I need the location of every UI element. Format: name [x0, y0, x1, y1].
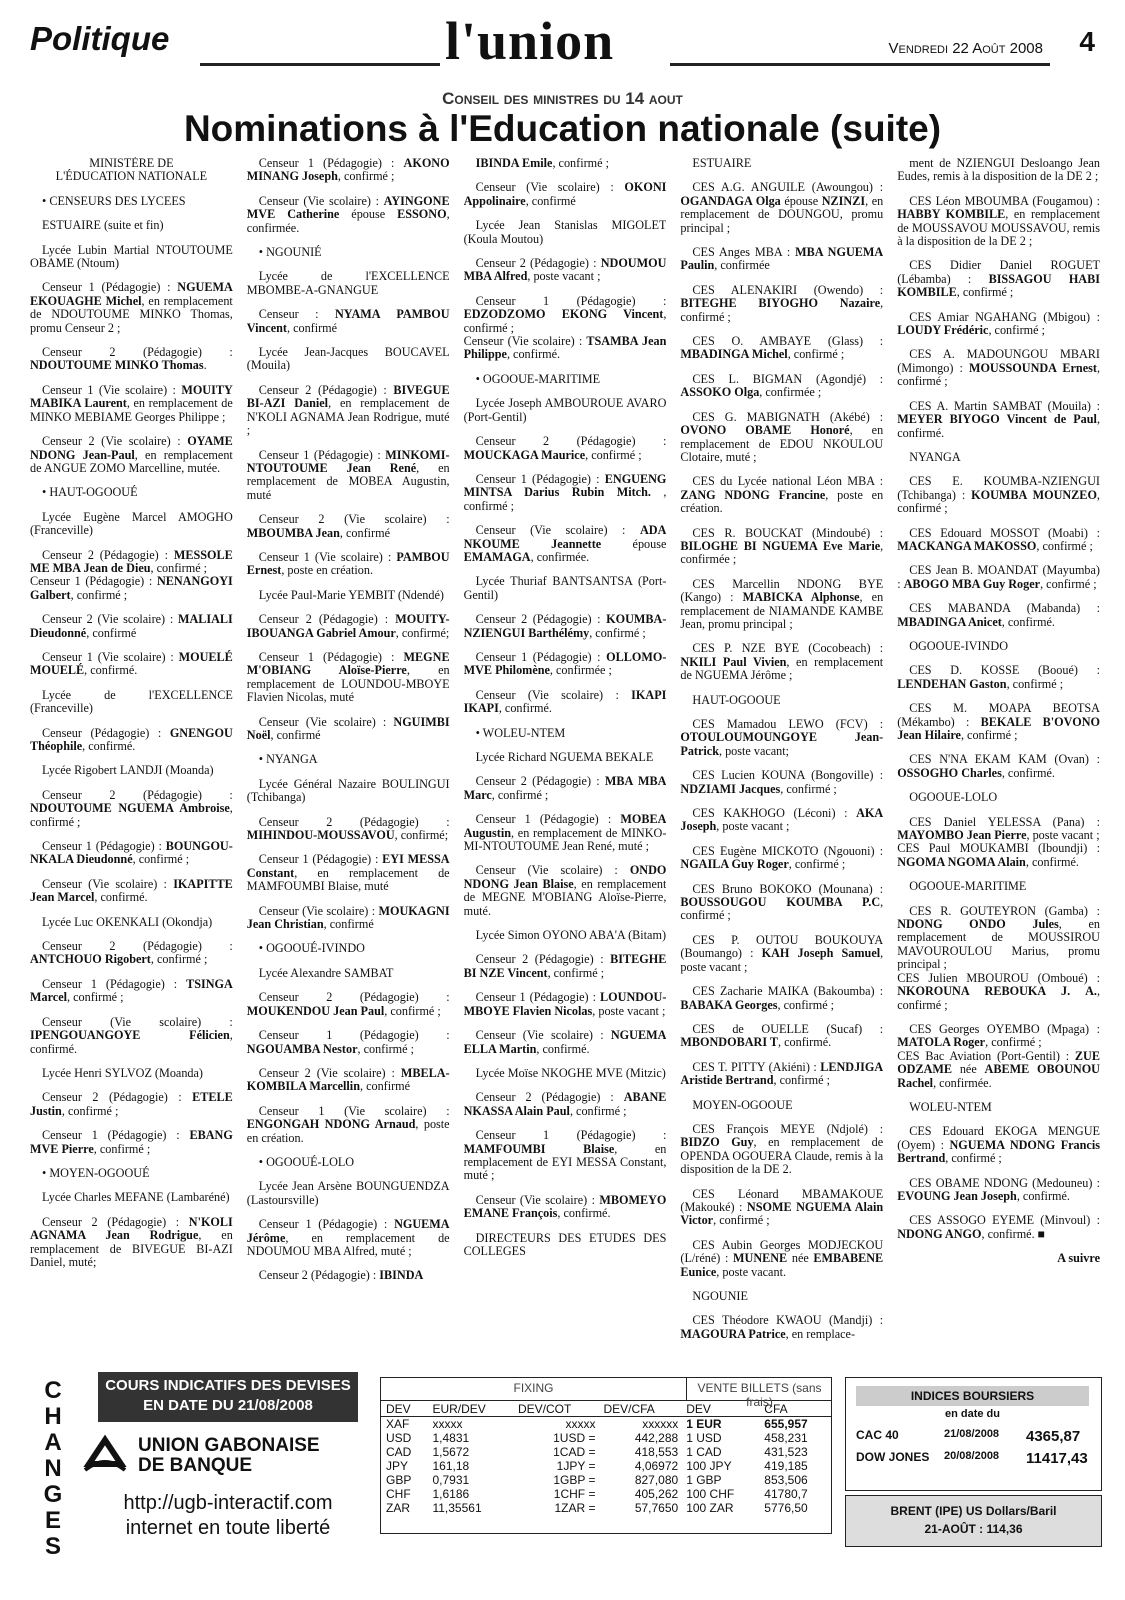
nomination-paragraph: Censeur 1 (Pédagogie) : BOUNGOU-NKALA Dieudonné, confirmé ;: [30, 839, 233, 867]
fx-cell: 1 EUR: [686, 1417, 722, 1431]
article-headline: Nominations à l'Education nationale (suite): [183, 108, 942, 149]
fx-table-box: [380, 1377, 832, 1534]
nomination-paragraph: Censeur 2 (Pédagogie) : BIVEGUE BI-AZI Daniel, en remplacement de N'KOLI AGNAMA Jean Rodrigue, muté ;: [246, 382, 450, 438]
fx-cell: 57,7650: [634, 1501, 679, 1515]
nomination-paragraph: Censeur (Vie scolaire) : ONDO NDONG Jean Blaise, en remplacement de MEGNE M'OBIANG Aloïse-Pierre, muté.: [463, 863, 667, 918]
fx-cell: CHF: [386, 1487, 411, 1501]
ugb-advert: [78, 1372, 378, 1577]
nomination-paragraph: Lycée Simon OYONO ABA'A (Bitam): [475, 928, 667, 943]
nomination-paragraph: Censeur 2 (Pédagogie) : NDOUTOUME NGUEMA Ambroise, confirmé ;: [30, 787, 233, 829]
nomination-paragraph: Lycée Joseph AMBOUROUE AVARO (Port-Gentil): [463, 396, 667, 424]
fx-cell: 1JPY =: [556, 1459, 596, 1473]
nomination-paragraph: Censeur 1 (Pédagogie) : OLLOMO-MVE Philomène, confirmée ;: [463, 649, 667, 678]
nomination-paragraph: OGOOUE-IVINDO: [909, 638, 1009, 653]
nomination-paragraph: NGOUNIE: [692, 1289, 748, 1303]
fx-column-header: DEV: [681, 1400, 759, 1417]
nomination-paragraph: Censeur 2 (Pédagogie) : MBA MBA Marc, confirmé ;: [463, 774, 667, 802]
article-kicker: Conseil des ministres du 14 aout: [442, 89, 683, 108]
nomination-paragraph: CES A. Martin SAMBAT (Mouila) : MEYER BIYOGO Vincent de Paul, confirmé.: [897, 398, 1100, 440]
nomination-paragraph: Censeur : NYAMA PAMBOU Vincent, confirmé: [246, 307, 450, 335]
nomination-paragraph: Censeur 1 (Pédagogie) : MINKOMI-NTOUTOUME Jean René, en remplacement de MOBEA Augustin, muté: [246, 447, 450, 502]
nomination-paragraph: CES D. KOSSE (Booué) : LENDEHAN Gaston, confirmé ;: [897, 663, 1100, 691]
nomination-paragraph: CES ALENAKIRI (Owendo) : BITEGHE BIYOGHO Nazaire, confirmé ;: [680, 282, 884, 324]
nomination-paragraph: Censeur 1 (Pédagogie) : LOUNDOU-MBOYE Flavien Nicolas, poste vacant ;: [463, 990, 667, 1018]
nomination-paragraph: CES Eugène MICKOTO (Ngouoni) : NGAILA Guy Roger, confirmé ;: [680, 843, 884, 872]
nomination-paragraph: CES A.G. ANGUILE (Awoungou) : OGANDAGA Olga épouse NZINZI, en remplacement de DOUNGOU, promu principal ;: [680, 180, 884, 235]
nomination-paragraph: Censeur 2 (Vie scolaire) : MALIALI Dieudonné, confirmé: [30, 612, 233, 640]
nomination-paragraph: Censeur 2 (Pédagogie) : MOUITY-IBOUANGA Gabriel Amour, confirmé;: [246, 612, 450, 640]
nomination-paragraph: Censeur 2 (Pédagogie) : NDOUTOUME MINKO Thomas.: [30, 345, 233, 373]
markets-footer: [30, 1372, 1100, 1587]
fx-cell: 4,06972: [634, 1459, 679, 1473]
nomination-paragraph: CES ASSOGO EYEME (Minvoul) : NDONG ANGO, confirmé. ■: [897, 1213, 1100, 1241]
vertical-letter: S: [44, 1533, 61, 1560]
nomination-paragraph: Censeur 1 (Pédagogie) : NGUEMA EKOUAGHE Michel, en remplacement de NDOUTOUME MINKO Thomas, promu Censeur 2 ;: [30, 280, 233, 335]
nomination-paragraph: CES Aubin Georges MODJECKOU (L/réné) : MUNENE née EMBABENE Eunice, poste vacant.: [680, 1237, 884, 1279]
nomination-paragraph: CES François MEYE (Ndjolé) : BIDZO Guy, en remplacement de OPENDA OGOUERA Claude, remis à la disposition de la DE 2.: [680, 1121, 884, 1177]
nomination-paragraph: DIRECTEURS DES ETUDES DES COLLEGES: [463, 1230, 667, 1258]
nomination-paragraph: CES Lucien KOUNA (Bongoville) : NDZIAMI Jacques, confirmé ;: [680, 768, 884, 796]
index-name: CAC 40: [856, 1428, 899, 1442]
nomination-paragraph: Censeur 2 (Vie scolaire) : MBELA-KOMBILA Marcellin, confirmé: [246, 1065, 450, 1094]
nomination-paragraph: CES Zacharie MAIKA (Bakoumba) : BABAKA Georges, confirmé ;: [680, 984, 884, 1012]
nomination-paragraph: Censeur 1 (Pédagogie) : EBANG MVE Pierre, confirmé ;: [30, 1128, 233, 1156]
fx-column-headers: [381, 1400, 831, 1417]
nomination-paragraph: CES M. MOAPA BEOTSA (Mékambo) : BEKALE B'OVONO Jean Hilaire, confirmé ;: [897, 701, 1100, 742]
fx-cell: 1CAD =: [553, 1445, 596, 1459]
nomination-paragraph: Censeur (Vie scolaire) : MBOMEYO EMANE François, confirmé.: [463, 1192, 667, 1221]
nomination-paragraph: IBINDA Emile, confirmé ;: [475, 157, 609, 170]
nomination-paragraph: Lycée Richard NGUEMA BEKALE: [475, 750, 654, 764]
nomination-paragraph: ment de NZIENGUI Desloango Jean Eudes, remis à la disposition de la DE 2 ;: [897, 157, 1100, 184]
nomination-paragraph: Censeur (Vie scolaire) : OKONI Appolinaire, confirmé: [463, 180, 667, 208]
fx-table: [381, 1400, 831, 1515]
fx-column-header: EUR/DEV: [427, 1400, 513, 1417]
nomination-paragraph: Lycée Général Nazaire BOULINGUI (Tchibanga): [246, 776, 450, 805]
fx-cell: 1GBP =: [553, 1473, 596, 1487]
nomination-paragraph: Censeur 1 (Vie scolaire) : MOUITY MABIKA Laurent, en remplacement de MINKO MEBIAME Georges Philippe ;: [30, 382, 233, 424]
nomination-paragraph: CES Didier Daniel ROGUET (Lébamba) : BISSAGOU HABI KOMBILE, confirmé ;: [897, 258, 1100, 300]
fx-cell: 41780,7: [764, 1487, 808, 1501]
nomination-paragraph: Censeur 2 (Pédagogie) : MOUKENDOU Jean Paul, confirmé ;: [246, 990, 450, 1018]
vertical-letter: C: [44, 1377, 62, 1404]
nomination-paragraph: NYANGA: [909, 449, 961, 464]
nomination-paragraph: Lycée de l'EXCELLENCE (Franceville): [30, 687, 233, 716]
vertical-letter: N: [44, 1455, 62, 1482]
index-value: 11417,43: [1026, 1450, 1088, 1467]
fx-column-header: CFA: [759, 1400, 831, 1417]
ministry-title: MINISTÈRE DE L'ÉDUCATION NATIONALE: [55, 157, 208, 184]
nomination-paragraph: Censeur (Vie scolaire) : NGUEMA ELLA Martin, confirmé.: [463, 1028, 667, 1056]
nomination-paragraph: CES R. BOUCKAT (Mindoubé) : BILOGHE BI NGUEMA Eve Marie, confirmée ;: [680, 525, 884, 567]
fx-cell: 100 ZAR: [686, 1501, 734, 1515]
brent-box: [845, 1495, 1102, 1547]
nomination-paragraph: Censeur 2 (Pédagogie) : BITEGHE BI NZE Vincent, confirmé ;: [463, 952, 667, 980]
fx-row: [381, 1487, 831, 1501]
nomination-paragraph: CES Georges OYEMBO (Mpaga) : MATOLA Roger, confirmé ; CES Bac Aviation (Port-Gentil) : ZUE ODZAME née ABEME OBOUNOU Rachel, confirmée.: [897, 1021, 1100, 1090]
nomination-paragraph: Lycée Luc OKENKALI (Okondja): [42, 914, 213, 929]
nomination-paragraph: Lycée Jean Arsène BOUNGUENDZA (Lastoursville): [246, 1179, 450, 1207]
nomination-paragraph: Censeur 1 (Pédagogie) : TSINGA Marcel, confirmé ;: [30, 976, 233, 1005]
fx-column-header: DEV/CFA: [598, 1400, 681, 1417]
fx-cell: 0,7931: [432, 1473, 470, 1487]
nomination-paragraph: Censeur (Vie scolaire) : MOUKAGNI Jean Christian, confirmé: [246, 903, 450, 932]
nomination-paragraph: CES OBAME NDONG (Medouneu) : EVOUNG Jean Joseph, confirmé.: [897, 1175, 1100, 1203]
nomination-paragraph: CES P. NZE BYE (Cocobeach) : NKILI Paul Vivien, en remplacement de NGUEMA Jérôme ;: [680, 641, 884, 683]
nomination-paragraph: Censeur 1 (Pédagogie) : AKONO MINANG Joseph, confirmé ;: [246, 157, 450, 184]
nomination-paragraph: Censeur 1 (Pédagogie) : EDZODZOMO EKONG Vincent, confirmé ; Censeur (Vie scolaire) : TSAMBA Jean Philippe, confirmé.: [463, 293, 667, 362]
nomination-paragraph: Censeur 2 (Pédagogie) : NDOUMOU MBA Alfred, poste vacant ;: [463, 256, 667, 284]
fx-cell: 11,35561: [432, 1501, 482, 1515]
fx-column-header: DEV/COT: [513, 1400, 599, 1417]
nomination-paragraph: • NGOUNIÉ: [258, 245, 322, 260]
fx-row: [381, 1445, 831, 1459]
index-date: 20/08/2008: [944, 1450, 1000, 1462]
nomination-paragraph: CES Daniel YELESSA (Pana) : MAYOMBO Jean Pierre, poste vacant ; CES Paul MOUKAMBI (Iboundji) : NGOMA NGOMA Alain, confirmé.: [897, 814, 1100, 869]
nomination-paragraph: CES A. MADOUNGOU MBARI (Mimongo) : MOUSSOUNDA Ernest, confirmé ;: [897, 347, 1100, 389]
fx-cell: USD: [386, 1431, 412, 1445]
article-column-3: [464, 157, 667, 1362]
nomination-paragraph: Censeur (Vie scolaire) : NGUIMBI Noël, confirmé: [246, 714, 450, 742]
ugb-logo-icon: [83, 1434, 127, 1474]
nomination-paragraph: Lycée Jean-Jacques BOUCAVEL (Mouila): [246, 345, 450, 373]
nomination-paragraph: Censeur 1 (Pédagogie) : NGOUAMBA Nestor, confirmé ;: [246, 1028, 450, 1056]
index-value: 4365,87: [1026, 1428, 1081, 1445]
nomination-paragraph: Censeur 1 (Vie scolaire) : PAMBOU Ernest, poste en création.: [246, 549, 450, 578]
fx-cell: 1USD =: [553, 1431, 596, 1445]
bank-name: UNION GABONAISE DE BANQUE: [138, 1435, 320, 1476]
vertical-letter: A: [44, 1429, 62, 1456]
nomination-paragraph: CES O. AMBAYE (Glass) : MBADINGA Michel, confirmé ;: [680, 334, 884, 362]
nomination-paragraph: Censeur 2 (Pédagogie) : KOUMBA-NZIENGUI Barthélémy, confirmé ;: [463, 612, 667, 640]
article-column-1: [30, 157, 233, 1362]
fx-cell: 1,6186: [432, 1487, 470, 1501]
nomination-paragraph: Censeur (Vie scolaire) : IPENGOUANGOYE Félicien, confirmé.: [30, 1014, 233, 1056]
fx-cell: xxxxx: [432, 1417, 463, 1431]
nomination-paragraph: CES N'NA EKAM KAM (Ovan) : OSSOGHO Charles, confirmé.: [897, 752, 1100, 780]
nomination-paragraph: CES Mamadou LEWO (FCV) : OTOULOUMOUNGOYE Jean-Patrick, poste vacant;: [680, 717, 884, 758]
nomination-paragraph: • NYANGA: [258, 752, 318, 767]
fx-cell: 1 GBP: [686, 1473, 722, 1487]
nomination-paragraph: OGOOUE-MARITIME: [909, 879, 1027, 894]
fx-row: [381, 1473, 831, 1487]
fx-cell: 458,231: [764, 1431, 808, 1445]
fx-cell: 1,5672: [432, 1445, 470, 1459]
index-row: [856, 1428, 1089, 1448]
nomination-paragraph: Censeur 1 (Pédagogie) : MOBEA Augustin, en remplacement de MINKO-MI-NTOUTOUME Jean René, muté ;: [463, 812, 667, 854]
nomination-paragraph: Censeur 2 (Pédagogie) : MESSOLE ME MBA Jean de Dieu, confirmé ; Censeur 1 (Pédagogie) : NENANGOYI Galbert, confirmé ;: [30, 547, 233, 602]
vente-billets-label: VENTE BILLETS (sans frais): [686, 1378, 832, 1400]
nomination-paragraph: Censeur (Vie scolaire) : IKAPITTE Jean Marcel, confirmé.: [30, 876, 233, 905]
index-name: DOW JONES: [856, 1450, 930, 1464]
nomination-paragraph: CES R. GOUTEYRON (Gamba) : NDONG ONDO Jules, en remplacement de MOUSSIROU MAVOUROULOU Marius, promu principal ; CES Julien MBOUROU (Omboué) : NKOROUNA REBOUKA J. A., confirmé ;: [897, 903, 1100, 1012]
nomination-paragraph: Lycée Eugène Marcel AMOGHO (Franceville): [30, 509, 233, 538]
nomination-paragraph: CES P. OUTOU BOUKOUYA (Boumango) : KAH Joseph Samuel, poste vacant ;: [680, 932, 884, 974]
nomination-paragraph: CES G. MABIGNATH (Akébé) : OVONO OBAME Honoré, en remplacement de EDOU NKOULOU Clotaire, muté ;: [680, 409, 884, 464]
nomination-paragraph: CES Anges MBA : MBA NGUEMA Paulin, confirmée: [680, 245, 884, 273]
ugb-brand: [83, 1434, 373, 1474]
nomination-paragraph: Censeur 2 (Pédagogie) : ABANE NKASSA Alain Paul, confirmé ;: [463, 1090, 667, 1118]
nomination-paragraph: Lycée Rigobert LANDJI (Moanda): [42, 763, 214, 778]
nomination-paragraph: MOYEN-OGOOUE: [692, 1097, 793, 1112]
nomination-paragraph: Lycée Alexandre SAMBAT: [258, 965, 394, 980]
nomination-paragraph: Censeur (Vie scolaire) : AYINGONE MVE Catherine épouse ESSONO, confirmée.: [246, 193, 450, 235]
fx-cell: JPY: [386, 1459, 409, 1473]
fx-cell: 100 CHF: [686, 1487, 735, 1501]
continued-label: A suivre: [1057, 1251, 1100, 1266]
vertical-letter: E: [44, 1507, 61, 1534]
nomination-paragraph: • OGOOUE-MARITIME: [475, 371, 601, 386]
fx-cell: xxxxxx: [642, 1417, 679, 1431]
nomination-paragraph: Lycée Moïse NKOGHE MVE (Mitzic): [475, 1065, 666, 1080]
nomination-paragraph: • HAUT-OGOOUÉ: [42, 485, 138, 500]
brent-value: 21-AOÛT : 114,36: [924, 1522, 1023, 1536]
fx-row: [381, 1417, 831, 1432]
nomination-paragraph: Censeur 2 (Pédagogie) : IBINDA: [258, 1268, 424, 1283]
issue-date: Vendredi 22 Août 2008: [888, 40, 1043, 57]
fx-cell: 405,262: [634, 1487, 679, 1501]
fx-cell: XAF: [386, 1417, 410, 1431]
nomination-paragraph: CES Edouard MOSSOT (Moabi) : MACKANGA MAKOSSO, confirmé ;: [897, 525, 1100, 553]
nomination-paragraph: Censeur 1 (Pédagogie) : MAMFOUMBI Blaise, en remplacement de EYI MESSA Constant, muté ;: [463, 1128, 667, 1183]
bank-url-link[interactable]: http://ugb-interactif.com: [123, 1492, 333, 1514]
nomination-paragraph: • OGOOUÉ-LOLO: [258, 1154, 355, 1169]
nomination-paragraph: Censeur 1 (Pédagogie) : ENGUENG MINTSA Darius Rubin Mitch. , confirmé ;: [463, 471, 667, 513]
nomination-paragraph: Censeur 1 (Pédagogie) : NGUEMA Jérôme, en remplacement de NDOUMOU MBA Alfred, muté ;: [246, 1217, 450, 1258]
nomination-paragraph: ESTUAIRE (suite et fin): [42, 218, 164, 233]
fx-row: [381, 1431, 831, 1445]
nomination-paragraph: Censeur 2 (Pédagogie) : MOUCKAGA Maurice, confirmé ;: [463, 434, 667, 462]
indices-date-label: en date du: [944, 1408, 1000, 1420]
page-header: [30, 11, 1095, 76]
nomination-paragraph: Censeur 1 (Vie scolaire) : MOUELÉ MOUELÉ, confirmé.: [30, 649, 233, 678]
nomination-paragraph: Censeur (Vie scolaire) : ADA NKOUME Jeannette épouse EMAMAGA, confirmée.: [463, 523, 667, 564]
fx-cell: GBP: [386, 1473, 412, 1487]
fx-column-header: DEV: [381, 1400, 427, 1417]
nomination-paragraph: Lycée Jean Stanislas MIGOLET (Koula Moutou): [463, 218, 667, 246]
nomination-paragraph: ESTUAIRE: [692, 157, 752, 170]
devises-title: COURS INDICATIFS DES DEVISES EN DATE DU 21/08/2008: [98, 1372, 358, 1422]
nomination-paragraph: Censeur 1 (Pédagogie) : MEGNE M'OBIANG Aloïse-Pierre, en remplacement de LOUNDOU-MBOYE Flavien Nicolas, muté: [246, 649, 450, 705]
fx-cell: 5776,50: [764, 1501, 808, 1515]
nomination-paragraph: Lycée Charles MEFANE (Lambaréné): [42, 1190, 230, 1205]
nomination-paragraph: Censeur (Pédagogie) : GNENGOU Théophile, confirmé.: [30, 725, 233, 753]
nomination-paragraph: Lycée Paul-Marie YEMBIT (Ndendé): [258, 587, 444, 602]
nomination-paragraph: CES Amiar NGAHANG (Mbigou) : LOUDY Frédéric, confirmé ;: [897, 309, 1100, 338]
nomination-paragraph: Censeur 2 (Pédagogie) : MIHINDOU-MOUSSAVOU, confirmé;: [246, 814, 450, 843]
fx-cell: 655,957: [764, 1417, 808, 1431]
nomination-paragraph: CES Edouard EKOGA MENGUE (Oyem) : NGUEMA NDONG Francis Bertrand, confirmé ;: [897, 1124, 1100, 1166]
fx-cell: ZAR: [386, 1501, 410, 1515]
changes-vertical-label: [38, 1378, 68, 1560]
nomination-paragraph: OGOOUE-LOLO: [909, 790, 998, 805]
nomination-paragraph: CES E. KOUMBA-NZIENGUI (Tchibanga) : KOUMBA MOUNZEO, confirmé ;: [897, 474, 1100, 516]
nomination-paragraph: Lycée Lubin Martial NTOUTOUME OBAME (Ntoum): [30, 242, 233, 271]
section-rubric: Politique: [30, 20, 170, 57]
article-body: [30, 157, 1100, 1362]
vertical-letter: G: [43, 1481, 63, 1508]
index-row: [856, 1450, 1089, 1470]
fx-cell: xxxxx: [565, 1417, 596, 1431]
nomination-paragraph: WOLEU-NTEM: [909, 1099, 992, 1114]
fx-cell: CAD: [386, 1445, 412, 1459]
nomination-paragraph: Censeur 2 (Vie scolaire) : OYAME NDONG Jean-Paul, en remplacement de ANGUE ZOMO Marcelline, mutée.: [30, 434, 233, 475]
nomination-paragraph: • MOYEN-OGOOUÉ: [42, 1165, 150, 1180]
fixing-label: FIXING: [513, 1381, 554, 1395]
nomination-paragraph: HAUT-OGOOUE: [692, 692, 781, 707]
nomination-paragraph: Lycée de l'EXCELLENCE MBOMBE-A-GNANGUE: [246, 269, 450, 297]
page-number: 4: [1079, 26, 1095, 57]
nomination-paragraph: CES Léonard MBAMAKOUE (Makouké) : NSOME NGUEMA Alain Victor, confirmé ;: [680, 1186, 884, 1228]
fx-cell: 161,18: [432, 1459, 470, 1473]
fx-cell: 827,080: [634, 1473, 679, 1487]
nomination-paragraph: CES Léon MBOUMBA (Fougamou) : HABBY KOMBILE, en remplacement de MOUSSAVOU MOUSSAVOU, remis à la disposition de la DE 2 ;: [897, 193, 1100, 249]
nomination-paragraph: CES L. BIGMAN (Agondjé) : ASSOKO Olga, confirmée ;: [680, 371, 884, 400]
nomination-paragraph: Censeur 1 (Vie scolaire) : ENGONGAH NDONG Arnaud, poste en création.: [246, 1103, 450, 1145]
fx-row: [381, 1459, 831, 1473]
nomination-paragraph: CES de OUELLE (Sucaf) : MBONDOBARI T, confirmé.: [680, 1021, 884, 1050]
indices-boursiers-box: [845, 1377, 1102, 1491]
article-column-5: [897, 157, 1100, 1362]
fx-cell: 442,288: [634, 1431, 679, 1445]
masthead-logo: l'union: [445, 11, 615, 71]
nomination-paragraph: Censeur (Vie scolaire) : IKAPI IKAPI, confirmé.: [463, 687, 667, 716]
nomination-paragraph: CES Théodore KWAOU (Mandji) : MAGOURA Patrice, en remplace-: [680, 1313, 884, 1341]
fx-cell: 100 JPY: [686, 1459, 732, 1473]
fx-cell: 1 CAD: [686, 1445, 722, 1459]
nomination-paragraph: CES du Lycée national Léon MBA : ZANG NDONG Francine, poste en création.: [680, 474, 884, 516]
rule-left: [200, 63, 440, 66]
nomination-paragraph: Censeur 1 (Pédagogie) : EYI MESSA Constant, en remplacement de MAMFOUMBI Blaise, muté: [246, 852, 450, 894]
nomination-paragraph: • WOLEU-NTEM: [475, 725, 566, 740]
fx-cell: 1CHF =: [553, 1487, 596, 1501]
fx-cell: 1,4831: [432, 1431, 470, 1445]
nomination-paragraph: CES Jean B. MOANDAT (Mayumba) : ABOGO MBA Guy Roger, confirmé ;: [897, 563, 1100, 591]
fx-cell: 1 USD: [686, 1431, 722, 1445]
nomination-paragraph: Lycée Henri SYLVOZ (Moanda): [42, 1065, 203, 1080]
brent-label: BRENT (IPE) US Dollars/Baril: [890, 1504, 1057, 1518]
article-column-4: [680, 157, 883, 1362]
fx-cell: 1ZAR =: [554, 1501, 596, 1515]
nomination-paragraph: CES KAKHOGO (Léconi) : AKA Joseph, poste vacant ;: [680, 806, 884, 834]
nomination-paragraph: Lycée Thuriaf BANTSANTSA (Port-Gentil): [463, 574, 667, 602]
fx-cell: 431,523: [764, 1445, 808, 1459]
index-date: 21/08/2008: [944, 1428, 1000, 1440]
nomination-paragraph: • OGOOUÉ-IVINDO: [258, 941, 365, 956]
nomination-paragraph: • CENSEURS DES LYCEES: [42, 193, 186, 208]
bank-motto: internet en toute liberté: [125, 1517, 331, 1539]
fx-cell: 419,185: [764, 1459, 808, 1473]
fx-rows: [381, 1417, 831, 1516]
fx-cell: 418,553: [634, 1445, 679, 1459]
nomination-paragraph: Censeur 2 (Vie scolaire) : MBOUMBA Jean, confirmé: [246, 512, 450, 540]
fx-cell: 853,506: [764, 1473, 808, 1487]
vertical-letter: H: [44, 1403, 62, 1430]
nomination-paragraph: CES Marcellin NDONG BYE (Kango) : MABICKA Alphonse, en remplacement de NIAMANDE KAMBE Jean, promu principal ;: [680, 576, 884, 631]
nomination-paragraph: Censeur 2 (Pédagogie) : N'KOLI AGNAMA Jean Rodrigue, en remplacement de BIVEGUE BI-AZI Daniel, muté;: [30, 1214, 233, 1269]
nomination-paragraph: Censeur 2 (Pédagogie) : ANTCHOUO Rigobert, confirmé ;: [30, 939, 233, 967]
fx-row: [381, 1501, 831, 1515]
nomination-paragraph: CES Bruno BOKOKO (Mounana) : BOUSSOUGOU KOUMBA P.C, confirmé ;: [680, 881, 884, 923]
rule-right: [670, 63, 1050, 66]
indices-title: INDICES BOURSIERS: [856, 1386, 1089, 1406]
nomination-paragraph: Censeur 2 (Pédagogie) : ETELE Justin, confirmé ;: [30, 1090, 233, 1118]
nomination-paragraph: CES T. PITTY (Akiéni) : LENDJIGA Aristide Bertrand, confirmé ;: [680, 1059, 884, 1088]
nomination-paragraph: CES MABANDA (Mabanda) : MBADINGA Anicet, confirmé.: [897, 601, 1100, 629]
article-column-2: [247, 157, 450, 1362]
